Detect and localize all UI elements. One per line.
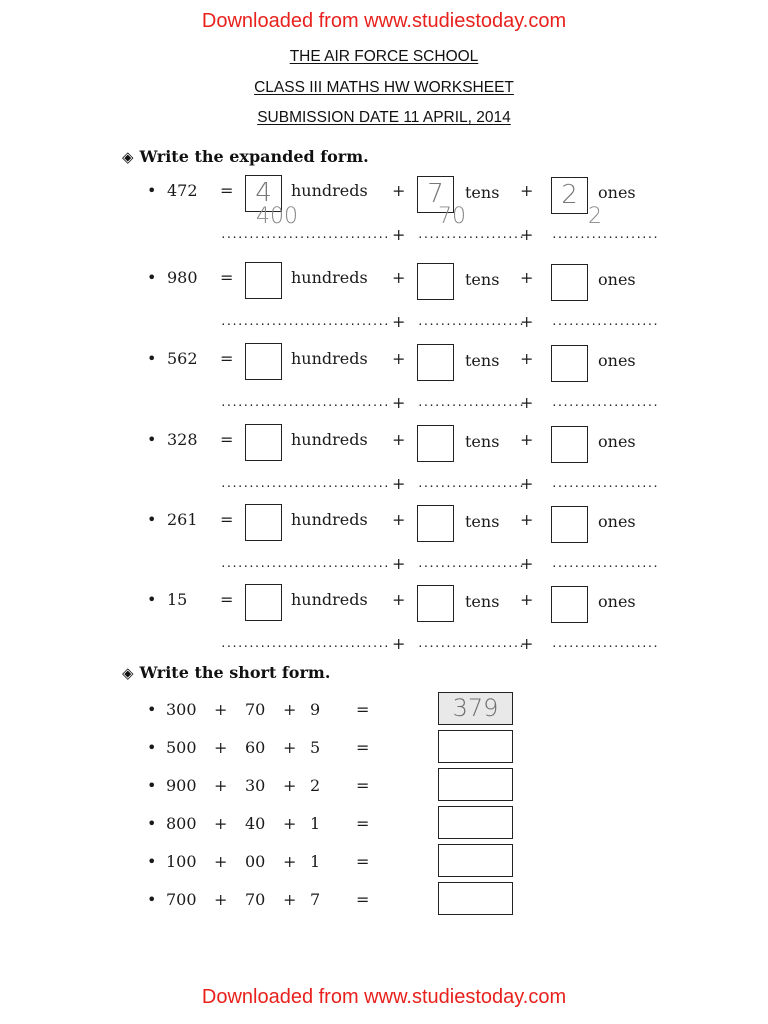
plus-sign: + [520, 312, 534, 331]
ones-answer: 2 [561, 180, 578, 210]
addend-ones: 5 [310, 738, 321, 757]
equals-sign: = [220, 181, 234, 200]
hundreds-answer-line[interactable]: .............................. [220, 557, 389, 570]
bullet-icon: • [147, 268, 157, 287]
hundreds-box[interactable] [245, 504, 282, 541]
worksheet-title-text: CLASS III MATHS HW WORKSHEET [254, 79, 514, 96]
plus-sign: + [214, 814, 228, 833]
addend-tens: 30 [245, 776, 266, 795]
plus-sign: + [520, 393, 534, 412]
plus-sign: + [392, 312, 406, 331]
plus-sign: + [520, 430, 534, 449]
bullet-icon: • [147, 510, 157, 529]
short-form-title: Write the short form. [139, 663, 331, 682]
addend-ones: 7 [310, 890, 321, 909]
tens-box[interactable] [417, 505, 454, 542]
diamond-icon: ◈ [122, 664, 134, 682]
tens-box[interactable] [417, 344, 454, 381]
ones-label: ones [598, 592, 636, 611]
plus-sign: + [283, 700, 297, 719]
plus-sign: + [520, 349, 534, 368]
addend-tens: 60 [245, 738, 266, 757]
equals-sign: = [356, 700, 370, 719]
ones-label: ones [598, 512, 636, 531]
hundreds-label: hundreds [291, 181, 368, 200]
addend-tens: 00 [245, 852, 266, 871]
plus-sign: + [283, 776, 297, 795]
tens-label: tens [465, 512, 500, 531]
hundreds-box[interactable] [245, 343, 282, 380]
ones-label: ones [598, 432, 636, 451]
download-banner-bottom: Downloaded from www.studiestoday.com [201, 986, 567, 1008]
ones-answer-line[interactable]: ................... [551, 637, 658, 650]
bullet-icon: • [147, 738, 157, 757]
tens-answer-line[interactable]: ................... [417, 557, 524, 570]
number-value: 15 [167, 590, 188, 609]
tens-written-answer: 70 [438, 204, 466, 229]
hundreds-answer-line[interactable]: .............................. [220, 637, 389, 650]
addend-hundreds: 800 [166, 814, 197, 833]
plus-sign: + [214, 852, 228, 871]
ones-box[interactable] [551, 345, 588, 382]
addend-ones: 1 [310, 814, 321, 833]
equals-sign: = [220, 510, 234, 529]
short-form-answer-box[interactable] [438, 844, 513, 877]
hundreds-written-answer: 400 [256, 204, 298, 229]
tens-box[interactable] [417, 263, 454, 300]
ones-answer-line[interactable]: ................... [551, 228, 658, 241]
addend-hundreds: 500 [166, 738, 197, 757]
plus-sign: + [520, 554, 534, 573]
ones-answer-line[interactable]: ................... [551, 477, 658, 490]
tens-answer-line[interactable]: ................... [417, 396, 524, 409]
tens-label: tens [465, 351, 500, 370]
submission-date-text: SUBMISSION DATE 11 APRIL, 2014 [257, 109, 511, 126]
hundreds-answer-line[interactable]: .............................. [220, 477, 389, 490]
ones-written-answer: 2 [588, 204, 602, 229]
expanded-form-heading [122, 147, 369, 166]
hundreds-label: hundreds [291, 430, 368, 449]
plus-sign: + [392, 474, 406, 493]
short-form-answer-box[interactable] [438, 768, 513, 801]
plus-sign: + [283, 814, 297, 833]
addend-tens: 70 [245, 890, 266, 909]
number-value: 472 [167, 181, 198, 200]
tens-box[interactable] [417, 425, 454, 462]
addend-ones: 9 [310, 700, 321, 719]
addend-ones: 2 [310, 776, 321, 795]
bullet-icon: • [147, 890, 157, 909]
short-form-answer-box[interactable] [438, 882, 513, 915]
hundreds-box[interactable] [245, 584, 282, 621]
plus-sign: + [392, 634, 406, 653]
school-name [0, 48, 768, 66]
number-value: 328 [167, 430, 198, 449]
plus-sign: + [392, 268, 406, 287]
addend-tens: 70 [245, 700, 266, 719]
plus-sign: + [520, 181, 534, 200]
addend-tens: 40 [245, 814, 266, 833]
hundreds-label: hundreds [291, 590, 368, 609]
number-value: 261 [167, 510, 198, 529]
ones-answer-line[interactable]: ................... [551, 396, 658, 409]
ones-box[interactable] [551, 586, 588, 623]
hundreds-answer-line[interactable]: .............................. [220, 228, 389, 241]
short-form-heading [122, 663, 330, 682]
tens-answer-line[interactable]: ................... [417, 315, 524, 328]
ones-answer-line[interactable]: ................... [551, 557, 658, 570]
hundreds-answer: 4 [255, 178, 272, 208]
plus-sign: + [392, 510, 406, 529]
tens-answer: 7 [427, 179, 444, 209]
bullet-icon: • [147, 430, 157, 449]
bullet-icon: • [147, 852, 157, 871]
short-form-answer-box[interactable] [438, 806, 513, 839]
plus-sign: + [392, 554, 406, 573]
plus-sign: + [214, 700, 228, 719]
hundreds-answer-line[interactable]: .............................. [220, 396, 389, 409]
number-value: 562 [167, 349, 198, 368]
equals-sign: = [356, 738, 370, 757]
addend-hundreds: 700 [166, 890, 197, 909]
school-name-text: THE AIR FORCE SCHOOL [289, 48, 479, 65]
hundreds-label: hundreds [291, 268, 368, 287]
tens-label: tens [465, 270, 500, 289]
expanded-form-title: Write the expanded form. [139, 147, 369, 166]
equals-sign: = [220, 268, 234, 287]
plus-sign: + [520, 590, 534, 609]
number-value: 980 [167, 268, 198, 287]
equals-sign: = [220, 590, 234, 609]
ones-box[interactable] [551, 426, 588, 463]
hundreds-answer-line[interactable]: .............................. [220, 315, 389, 328]
bullet-icon: • [147, 349, 157, 368]
plus-sign: + [392, 349, 406, 368]
submission-date [0, 109, 768, 127]
bullet-icon: • [147, 814, 157, 833]
bullet-icon: • [147, 700, 157, 719]
plus-sign: + [283, 890, 297, 909]
tens-answer-line[interactable]: ................... [417, 477, 524, 490]
ones-label: ones [598, 270, 636, 289]
tens-answer-line[interactable]: ................... [417, 228, 524, 241]
plus-sign: + [520, 510, 534, 529]
ones-label: ones [598, 351, 636, 370]
hundreds-label: hundreds [291, 349, 368, 368]
ones-label: ones [598, 183, 636, 202]
ones-box[interactable] [551, 506, 588, 543]
bullet-icon: • [147, 590, 157, 609]
plus-sign: + [392, 181, 406, 200]
bullet-icon: • [147, 776, 157, 795]
plus-sign: + [520, 225, 534, 244]
ones-answer-line[interactable]: ................... [551, 315, 658, 328]
plus-sign: + [392, 393, 406, 412]
equals-sign: = [356, 852, 370, 871]
addend-hundreds: 100 [166, 852, 197, 871]
hundreds-box[interactable] [245, 424, 282, 461]
addend-hundreds: 900 [166, 776, 197, 795]
plus-sign: + [214, 776, 228, 795]
bullet-icon: • [147, 181, 157, 200]
tens-box[interactable] [417, 585, 454, 622]
ones-box[interactable] [551, 264, 588, 301]
equals-sign: = [356, 890, 370, 909]
tens-label: tens [465, 432, 500, 451]
equals-sign: = [356, 776, 370, 795]
plus-sign: + [214, 738, 228, 757]
equals-sign: = [356, 814, 370, 833]
download-banner-top: Downloaded from www.studiestoday.com [201, 10, 567, 32]
tens-label: tens [465, 592, 500, 611]
plus-sign: + [392, 590, 406, 609]
worksheet-title [0, 79, 768, 97]
plus-sign: + [520, 268, 534, 287]
equals-sign: = [220, 349, 234, 368]
addend-hundreds: 300 [166, 700, 197, 719]
short-form-answer-box[interactable] [438, 730, 513, 763]
short-form-answer-box[interactable] [438, 692, 513, 725]
tens-label: tens [465, 183, 500, 202]
ones-box[interactable] [551, 177, 588, 214]
plus-sign: + [520, 634, 534, 653]
plus-sign: + [392, 225, 406, 244]
equals-sign: = [220, 430, 234, 449]
tens-answer-line[interactable]: ................... [417, 637, 524, 650]
plus-sign: + [283, 738, 297, 757]
hundreds-label: hundreds [291, 510, 368, 529]
addend-ones: 1 [310, 852, 321, 871]
plus-sign: + [214, 890, 228, 909]
plus-sign: + [283, 852, 297, 871]
hundreds-box[interactable] [245, 262, 282, 299]
plus-sign: + [520, 474, 534, 493]
diamond-icon: ◈ [122, 148, 134, 166]
short-form-answer: 379 [452, 694, 499, 722]
plus-sign: + [392, 430, 406, 449]
